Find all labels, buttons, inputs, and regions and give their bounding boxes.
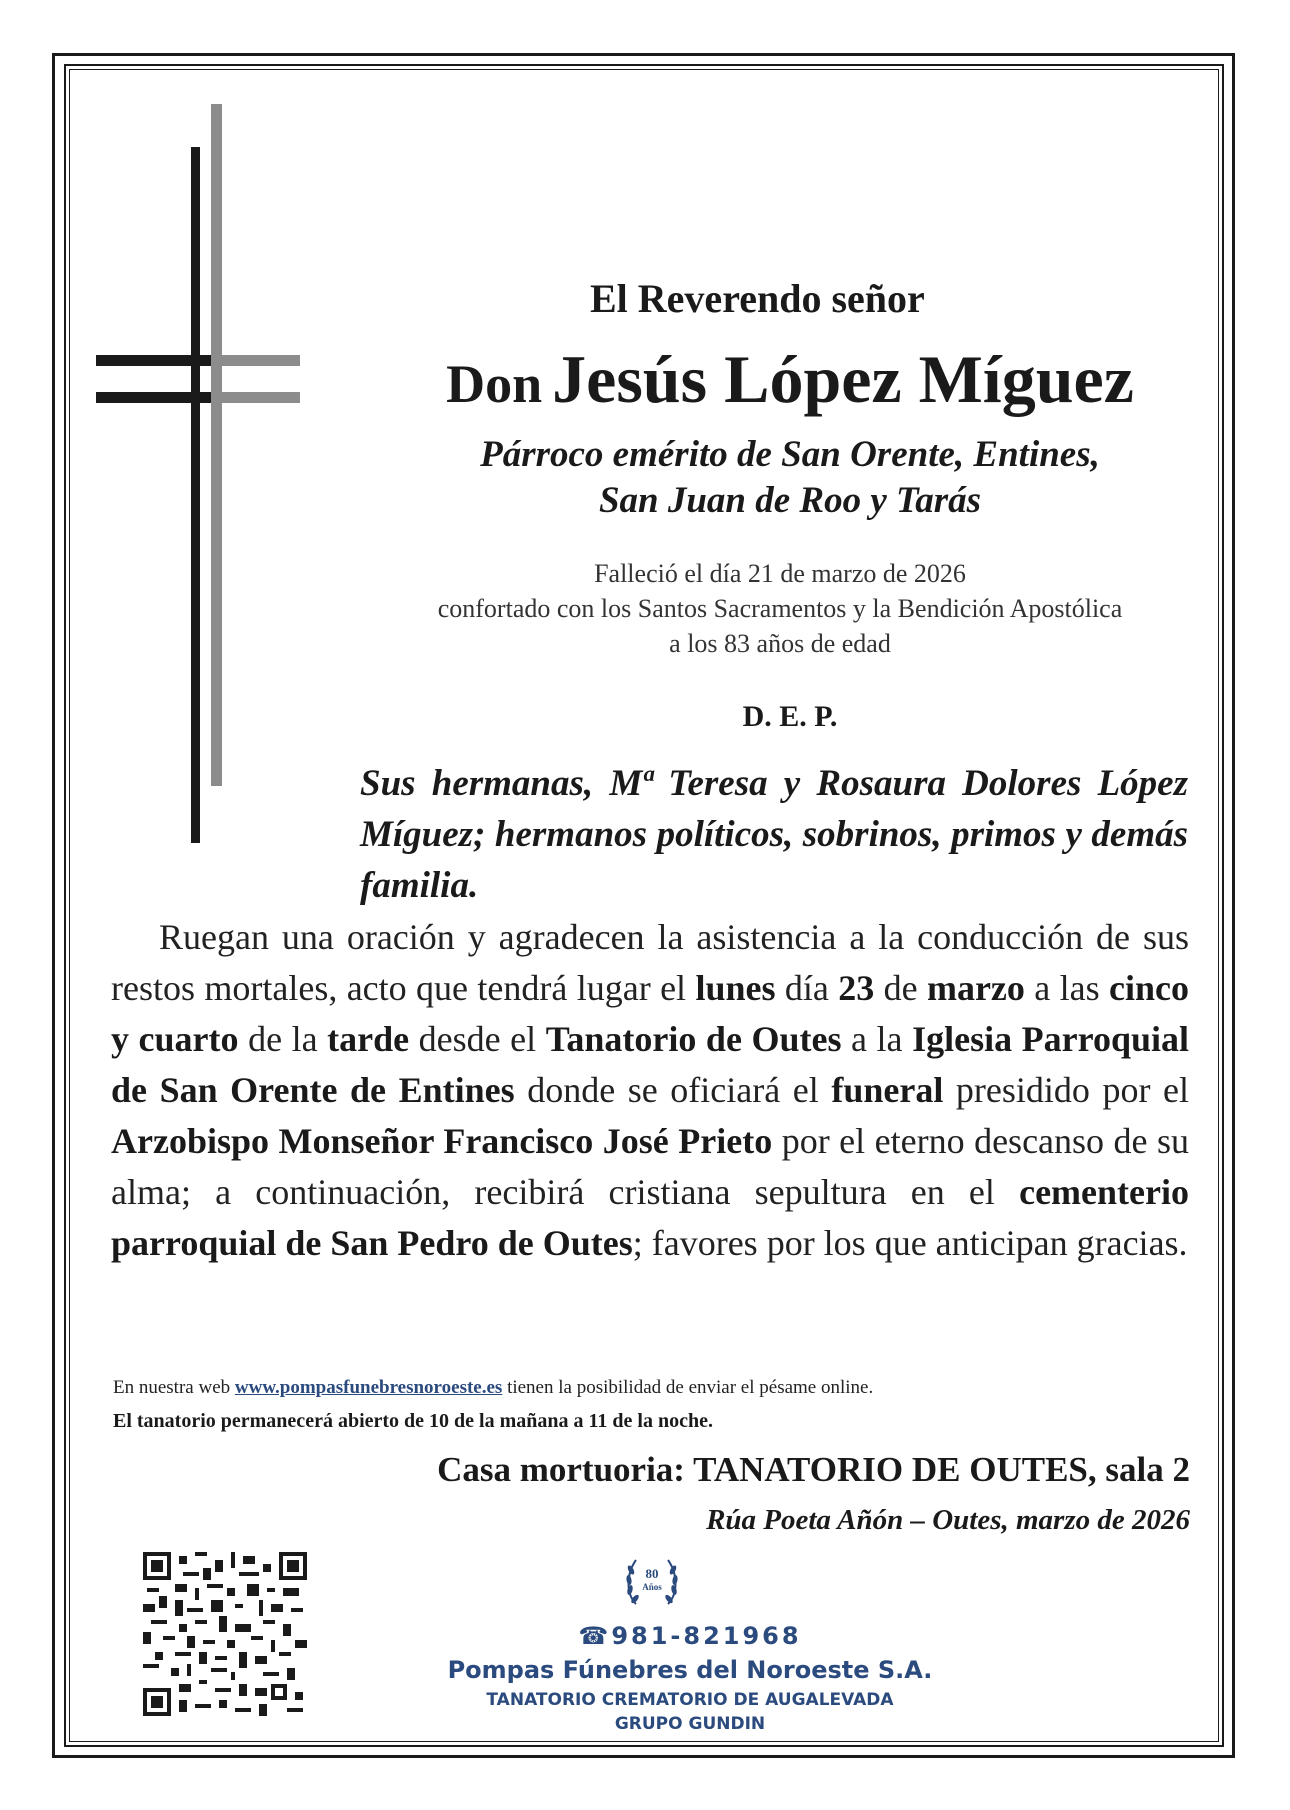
casa-room: sala 2 [1096, 1450, 1190, 1489]
role-line-2: San Juan de Roo y Tarás [598, 480, 982, 521]
website-link[interactable]: www.pompasfunebresnoroeste.es [234, 1377, 503, 1398]
phone-icon: ☎ [578, 1622, 612, 1650]
seal-number: 80 [645, 1566, 659, 1581]
phone-number: 981-821968 [611, 1622, 802, 1650]
honorific: El Reverendo señor [590, 276, 925, 321]
dep: D. E. P. [742, 700, 838, 733]
cross-icon [0, 0, 300, 860]
qr-code-icon[interactable] [143, 1552, 307, 1716]
crematorio: TANATORIO CREMATORIO DE AUGALEVADA [486, 1690, 894, 1710]
web-prefix: En nuestra web [113, 1377, 235, 1398]
family: Sus hermanas, Mª Teresa y Rosaura Dolores López Míguez; hermanos políticos, sobrinos, primos y demás familia. [360, 763, 1188, 906]
body-text: desde el [409, 1019, 546, 1059]
deceased-name-line [360, 340, 1220, 419]
body-text: donde se oficiará el [514, 1070, 832, 1110]
role-line-1: Párroco emérito de San Orente, Entines, [480, 434, 1100, 475]
role [360, 432, 1220, 524]
body-bold: Arzobispo Monseñor Francisco José Prieto [111, 1121, 773, 1161]
deceased-name: Jesús López Míguez [552, 341, 1134, 417]
opening-hours: El tanatorio permanecerá abierto de 10 de la mañana a 11 de la noche. [113, 1410, 713, 1432]
casa-mortuoria [300, 1450, 1190, 1490]
body-text: a la [841, 1019, 913, 1059]
body-text: de [874, 968, 927, 1008]
body-bold: marzo [926, 968, 1025, 1008]
body-bold: lunes [695, 968, 776, 1008]
title-prefix: Don [446, 354, 543, 414]
funeral-details [111, 912, 1189, 1269]
seal-label: Años [642, 1582, 662, 1592]
web-suffix: tienen la posibilidad de enviar el pésame online. [502, 1377, 874, 1398]
company-name: Pompas Fúnebres del Noroeste S.A. [447, 1656, 933, 1684]
body-text: Ruegan una oración y agradecen la asistencia a la conducción de sus restos mortales, acto que tendrá lugar el [111, 917, 1189, 1008]
body-text: a las [1024, 968, 1110, 1008]
grupo: GRUPO GUNDIN [614, 1714, 766, 1734]
body-text: de la [238, 1019, 328, 1059]
body-text: presidido por el [943, 1070, 1189, 1110]
sacraments: confortado con los Santos Sacramentos y la Bendición Apostólica [437, 594, 1123, 623]
body-bold: funeral [831, 1070, 944, 1110]
death-info [340, 556, 1220, 661]
body-text: por el eterno descanso de su alma; a continuación, recibirá cristiana sepultura en el [111, 1121, 1190, 1212]
body-bold: Tanatorio de Outes [545, 1019, 842, 1059]
body-bold: cinco y cuarto [111, 968, 1190, 1059]
body-text: día [775, 968, 839, 1008]
web-note [113, 1377, 1193, 1399]
death-date: Falleció el día 21 de marzo de 2026 [594, 559, 966, 588]
body-bold: Iglesia Parroquial de San Orente de Entines [111, 1019, 1189, 1110]
age: a los 83 años de edad [669, 629, 891, 658]
body-bold: cementerio parroquial de San Pedro de Outes [111, 1172, 1189, 1263]
address-date: Rúa Poeta Añón – Outes, marzo de 2026 [706, 1504, 1190, 1536]
laurel-seal-icon [622, 1548, 682, 1614]
body-bold: tarde [327, 1019, 410, 1059]
phone-line[interactable] [440, 1622, 940, 1650]
casa-label: Casa mortuoria: TANATORIO DE OUTES, [437, 1450, 1097, 1489]
body-bold: 23 [838, 968, 875, 1008]
body-text: ; favores por los que anticipan gracias. [632, 1223, 1188, 1263]
